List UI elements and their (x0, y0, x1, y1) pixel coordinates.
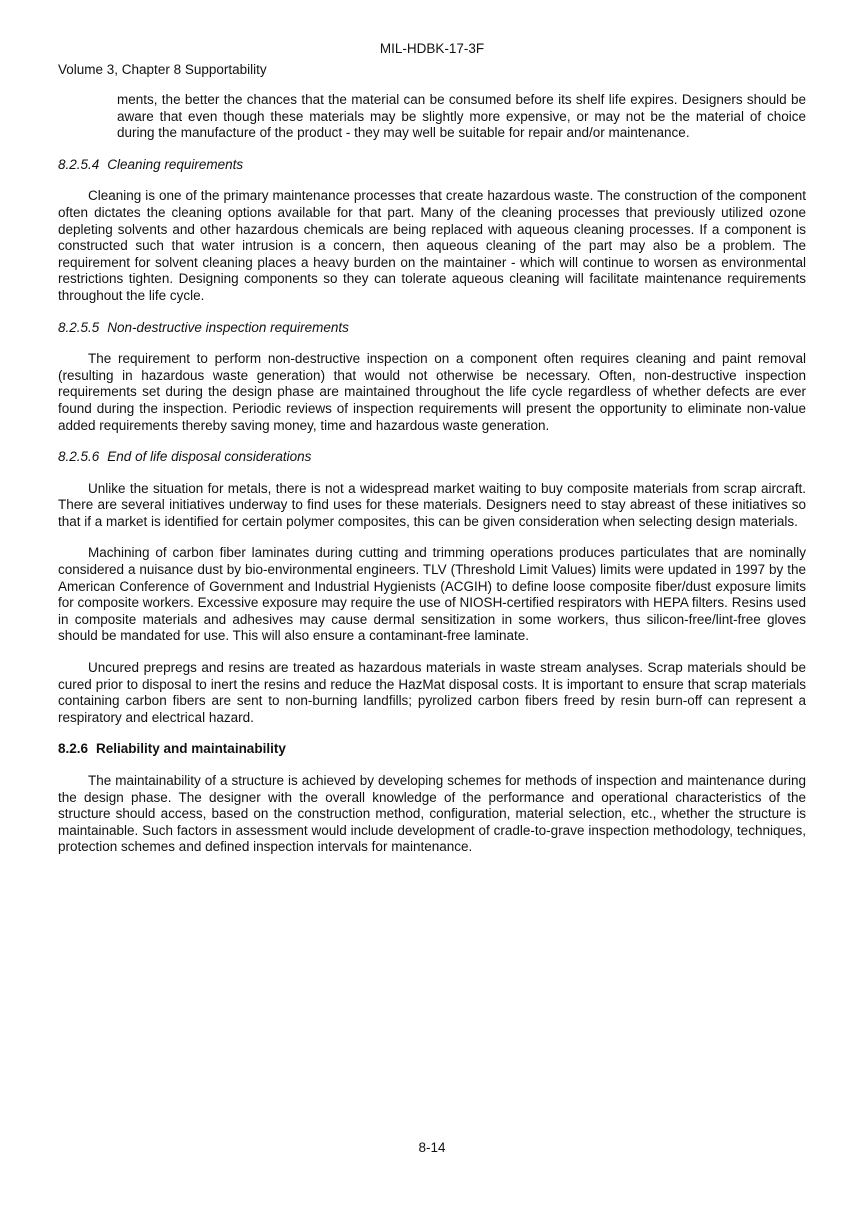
section-title: Reliability and maintainability (96, 741, 286, 757)
paragraph-disposal-1: Unlike the situation for metals, there is not a widespread market waiting to buy composite materials from scrap aircraft. There are several initiatives underway to find uses for these materials. Designers need to stay abreast of these initiatives so that if a market is identified for certain polymer composites, this can be given consideration when selecting design materials. (58, 480, 806, 529)
paragraph-disposal-2: Machining of carbon fiber laminates during cutting and trimming operations produces particulates that are nominally considered a nuisance dust by bio-environmental engineers. TLV (Threshold Limit Values) limits were updated in 1997 by the American Conference of Government and Industrial Hygienists (ACGIH) to define loose composite fiber/dust exposure limits for composite workers. Excessive exposure may require the use of NIOSH-certified respirators with HEPA filters. Resins used in composite materials and adhesives may cause dermal sensitization in some workers, thus silicon-free/lint-free gloves should be mandated for use. This will also ensure a contaminant-free laminate. (58, 545, 806, 644)
section-heading-8-2-6 (58, 741, 806, 758)
section-title: Non-destructive inspection requirements (107, 319, 349, 335)
paragraph-disposal-3: Uncured prepregs and resins are treated as hazardous materials in waste stream analyses. Scrap materials should be cured prior to disposal to inert the resins and reduce the HazMat disposal costs. It is important to ensure that scrap materials containing carbon fibers are sent to non-burning landfills; pyrolized carbon fibers freed by resin burn-off can represent a respiratory and electrical hazard. (58, 660, 806, 725)
section-heading-8-2-5-6 (58, 449, 806, 466)
paragraph-cleaning: Cleaning is one of the primary maintenance processes that create hazardous waste. The construction of the component often dictates the cleaning options available for that part. Many of the cleaning processes that previously utilized ozone depleting solvents and other hazardous chemicals are being replaced with aqueous cleaning processes. If a component is constructed such that water intrusion is a concern, then aqueous cleaning of the part may also be a problem. The requirement for solvent cleaning places a heavy burden on the maintainer - which will continue to worsen as environmental restrictions tighten. Designing components so they can tolerate aqueous cleaning will facilitate maintenance requirements throughout the life cycle. (58, 188, 806, 303)
section-heading-8-2-5-4 (58, 157, 806, 174)
paragraph-reliability: The maintainability of a structure is achieved by developing schemes for methods of inspection and maintenance during the design phase. The designer with the overall knowledge of the performance and operational characteristics of the structure should access, based on the construction method, configuration, material selection, etc., whether the structure is maintainable. Such factors in assessment would include development of cradle-to-grave inspection methodology, techniques, protection schemes and defined inspection intervals for maintenance. (58, 773, 806, 855)
document-id: MIL-HDBK-17-3F (379, 41, 485, 56)
section-number: 8.2.6 (58, 741, 89, 757)
section-title: Cleaning requirements (107, 156, 244, 172)
section-number: 8.2.5.4 (58, 156, 100, 172)
page-content (58, 92, 806, 871)
continued-paragraph: ments, the better the chances that the material can be consumed before its shelf life expires. Designers should be aware that even though these materials may be slightly more expensive, or may not be the material of choice during the manufacture of the product - they may well be suitable for repair and/or maintenance. (117, 92, 806, 141)
page-number: 8-14 (418, 1140, 446, 1155)
section-number: 8.2.5.6 (58, 449, 100, 465)
running-head: Volume 3, Chapter 8 Supportability (58, 62, 267, 77)
paragraph-nde: The requirement to perform non-destructive inspection on a component often requires cleaning and paint removal (resulting in hazardous waste generation) that would not otherwise be necessary. Often, non-destructive inspection requirements set during the design phase are maintained throughout the life cycle regardless of whether defects are ever found during the inspection. Periodic reviews of inspection requirements will present the opportunity to eliminate non-value added requirements thereby saving money, time and hazardous waste generation. (58, 351, 806, 433)
section-heading-8-2-5-5 (58, 320, 806, 337)
section-title: End of life disposal considerations (107, 449, 312, 465)
section-number: 8.2.5.5 (58, 319, 100, 335)
